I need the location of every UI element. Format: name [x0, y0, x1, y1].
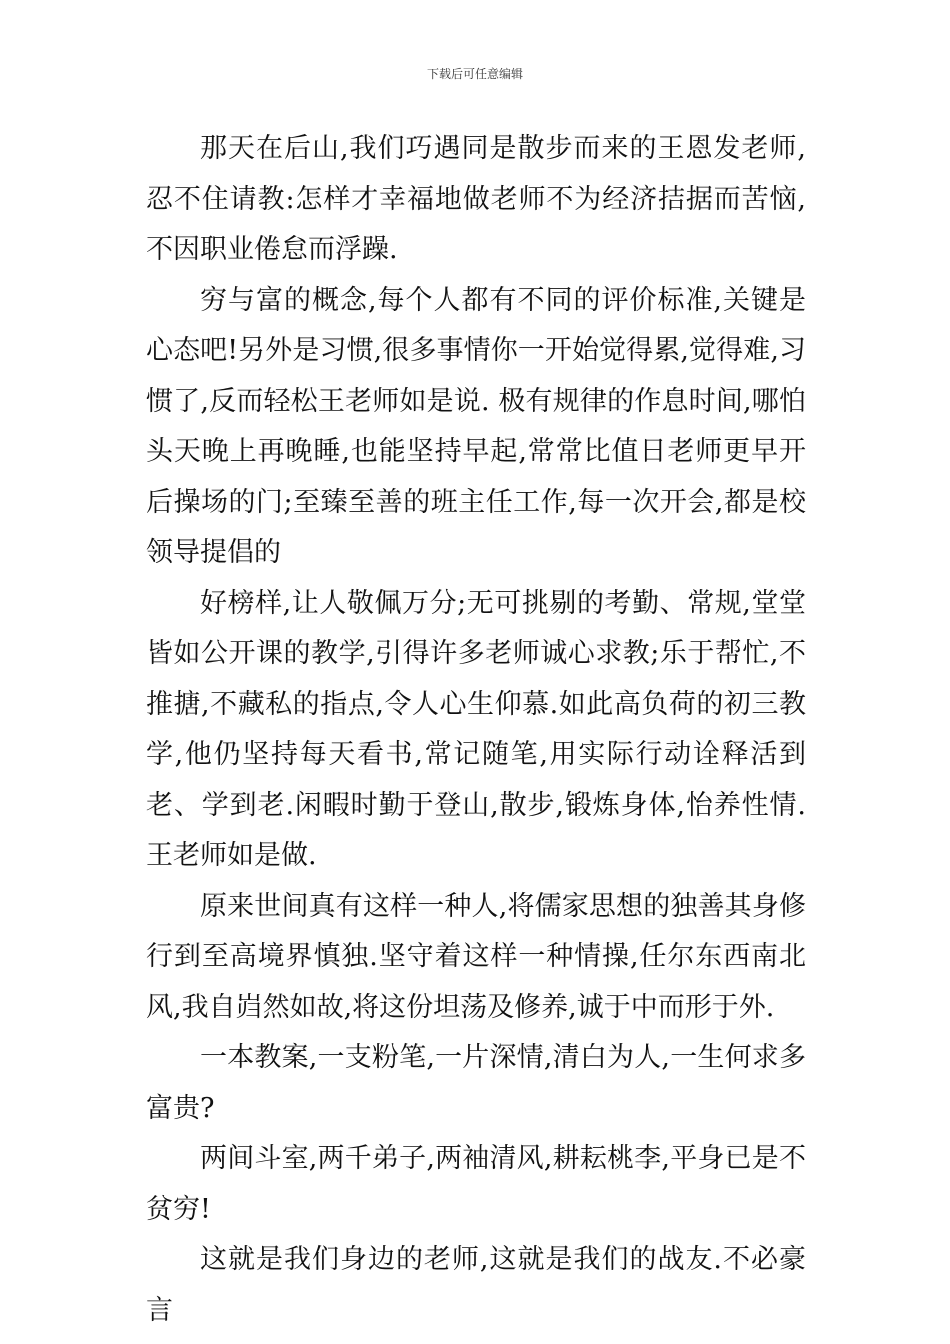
- paragraph-7: 这就是我们身边的老师,这就是我们的战友.不必豪言: [146, 1244, 806, 1326]
- body-text: [146, 124, 806, 1336]
- paragraph-3: 好榜样,让人敬佩万分;无可挑剔的考勤、常规,堂堂皆如公开课的教学,引得许多老师诚心求教;乐于帮忙,不推搪,不藏私的指点,令人心生仰慕.如此高负荷的初三教学,他仍坚持每天看书,常记随笔,用实际行动诠释活到老、学到老.闲暇时勤于登山,散步,锻炼身体,怡养性情.王老师如是做.: [146, 587, 806, 871]
- paragraph-6: 两间斗室,两千弟子,两袖清风,耕耘桃李,平身已是不贫穷!: [146, 1143, 806, 1225]
- paragraph-4: 原来世间真有这样一种人,将儒家思想的独善其身修行到至高境界慎独.坚守着这样一种情操,任尔东西南北风,我自岿然如故,将这份坦荡及修养,诚于中而形于外.: [146, 890, 806, 1023]
- paragraph-2: 穷与富的概念,每个人都有不同的评价标准,关键是心态吧!另外是习惯,很多事情你一开始觉得累,觉得难,习惯了,反而轻松王老师如是说. 极有规律的作息时间,哪怕头天晚上再晚睡,也能坚持早起,常常比值日老师更早开后操场的门;至臻至善的班主任工作,每一次开会,都是校领导提倡的: [146, 284, 806, 568]
- paragraph-1: 那天在后山,我们巧遇同是散步而来的王恩发老师,忍不住请教:怎样才幸福地做老师不为经济拮据而苦恼,不因职业倦怠而浮躁.: [146, 133, 806, 265]
- paragraph-5: 一本教案,一支粉笔,一片深情,清白为人,一生何求多富贵?: [146, 1042, 806, 1124]
- page-header: 下载后可任意编辑: [426, 67, 523, 81]
